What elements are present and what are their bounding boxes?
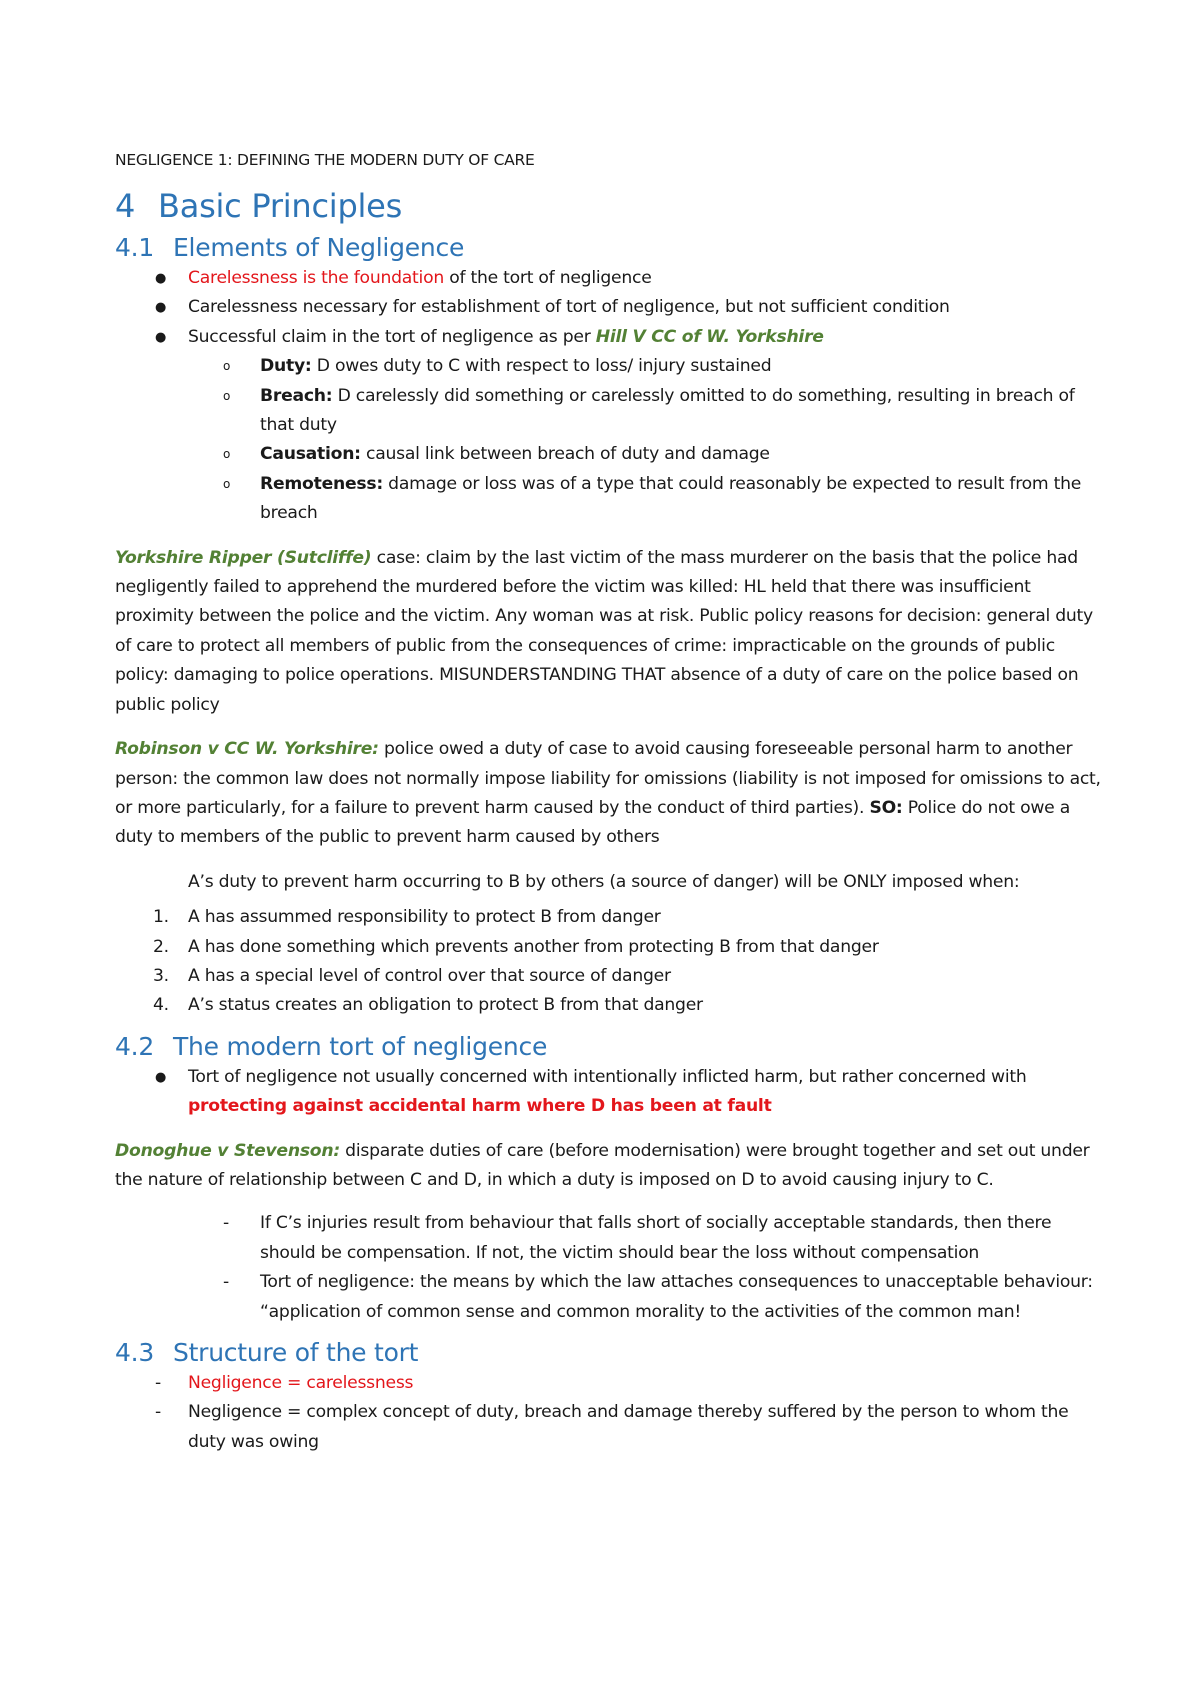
- numbered-item: [115, 903, 1105, 932]
- elements-sub-list: [188, 352, 1105, 528]
- heading-section-4: [115, 186, 1105, 226]
- dash-icon: -: [155, 1402, 161, 1423]
- circle-bullet-icon: o: [223, 447, 231, 462]
- numbered-item: [115, 991, 1105, 1020]
- paragraph-duty-conditions: A’s duty to prevent harm occurring to B by others (a source of danger) will be ONLY imposed when:: [188, 871, 1020, 892]
- item-text: Tort of negligence: the means by which the law attaches consequences to unacceptable behaviour: “application of common sense and common morality to the activities of the common man!: [260, 1272, 1093, 1322]
- item-text: Carelessness necessary for establishment of tort of negligence, but not sufficient condition: [188, 297, 950, 318]
- highlight-text: protecting against accidental harm where D has been at fault: [188, 1096, 772, 1117]
- sub-list-item: [115, 382, 1105, 441]
- paragraph-text: police owed a duty of case to avoid causing foreseeable personal harm to another person: the common law does not normally impose liability for omissions (liability is not imposed for omissions to act, or more particularly, for a failure to prevent harm caused by the conduct of third parties).: [115, 739, 1101, 818]
- elements-bullet-list: [115, 264, 1105, 529]
- paragraph-text: Police do not owe a duty to members of the public to prevent harm caused by others: [115, 797, 1070, 848]
- item-text: D carelessly did something or carelessly omitted to do something, resulting in breach of that duty: [260, 385, 1075, 436]
- structure-dash-list: [115, 1369, 1105, 1457]
- item-label: Remoteness:: [260, 473, 383, 494]
- sub-list-item: [115, 352, 1105, 381]
- heading-section-4-2: [115, 1031, 1105, 1063]
- item-number: 4.: [153, 995, 169, 1016]
- dash-icon: -: [223, 1272, 229, 1293]
- dash-icon: -: [223, 1213, 229, 1234]
- list-item: [115, 264, 1105, 293]
- heading-number: 4.3: [115, 1338, 155, 1367]
- heading-section-4-3: [115, 1337, 1105, 1369]
- item-text: Negligence = complex concept of duty, breach and damage thereby suffered by the person to whom the duty was owing: [188, 1402, 1069, 1452]
- sub-list-item: [115, 440, 1105, 469]
- dash-item: [115, 1398, 1105, 1457]
- item-text: A has done something which prevents another from protecting B from that danger: [188, 936, 879, 957]
- item-text: damage or loss was of a type that could reasonably be expected to result from the breach: [260, 473, 1082, 524]
- bullet-icon: ●: [155, 271, 167, 286]
- sub-list-item: [115, 470, 1105, 529]
- highlight-text: Negligence = carelessness: [188, 1373, 414, 1393]
- numbered-item: [115, 962, 1105, 991]
- heading-text: Basic Principles: [158, 187, 402, 225]
- dash-item: [115, 1268, 1105, 1327]
- item-text: Successful claim in the tort of negligence as per: [188, 326, 596, 347]
- list-item: [115, 323, 1105, 529]
- modern-tort-bullet-list: [115, 1063, 1105, 1122]
- paragraph-yorkshire-ripper: [115, 544, 1105, 720]
- item-number: 1.: [153, 907, 169, 928]
- bullet-icon: ●: [155, 300, 167, 316]
- item-text: causal link between breach of duty and damage: [360, 444, 770, 465]
- bullet-icon: ●: [155, 329, 167, 345]
- heading-number: 4.1: [115, 233, 155, 262]
- bold-text: SO:: [869, 797, 903, 818]
- item-text: Tort of negligence not usually concerned with intentionally inflicted harm, but rather concerned with: [188, 1066, 1027, 1087]
- item-text: If C’s injuries result from behaviour that falls short of socially acceptable standards, then there should be compensation. If not, the victim should bear the loss without compensation: [260, 1213, 1052, 1263]
- item-text: of the tort of negligence: [443, 268, 652, 288]
- case-name: Hill V CC of W. Yorkshire: [595, 326, 824, 347]
- heading-text: Structure of the tort: [173, 1338, 419, 1367]
- document-page: [115, 138, 1105, 1457]
- heading-text: Elements of Negligence: [173, 233, 465, 262]
- case-name: Donoghue v Stevenson:: [115, 1140, 340, 1161]
- heading-number: 4: [115, 187, 136, 225]
- paragraph-text: case: claim by the last victim of the mass murderer on the basis that the police had negligently failed to apprehend the murdered before the victim was killed: HL held that there was insufficient proximity between the police and the victim. Any woman was at risk. Public policy reasons for decision: general duty of care to protect all members of public from the consequences of crime: impracticable on the grounds of public policy: damaging to police operations. MISUNDERSTANDING THAT absence of a duty of care on the police based on public policy: [115, 547, 1093, 715]
- paragraph-donoghue: [115, 1137, 1105, 1196]
- item-label: Breach:: [260, 385, 333, 406]
- heading-number: 4.2: [115, 1031, 155, 1061]
- conditions-numbered-list: [115, 903, 1105, 1021]
- donoghue-dash-list: [115, 1209, 1105, 1327]
- case-name: Yorkshire Ripper (Sutcliffe): [115, 547, 372, 568]
- numbered-item: [115, 933, 1105, 962]
- bullet-icon: ●: [155, 1069, 167, 1085]
- item-text: A’s status creates an obligation to protect B from that danger: [188, 995, 703, 1016]
- document-title: NEGLIGENCE 1: DEFINING THE MODERN DUTY OF CARE: [115, 151, 535, 169]
- item-text: A has a special level of control over that source of danger: [188, 965, 671, 986]
- case-name: Robinson v CC W. Yorkshire:: [115, 739, 379, 760]
- item-text: D owes duty to C with respect to loss/ injury sustained: [311, 356, 772, 377]
- highlight-text: Carelessness is the foundation: [188, 268, 444, 288]
- paragraph-text: disparate duties of care (before modernisation) were brought together and set out under the nature of relationship between C and D, in which a duty is imposed on D to avoid causing injury to C.: [115, 1140, 1090, 1190]
- dash-item: [115, 1209, 1105, 1268]
- item-number: 2.: [153, 936, 169, 957]
- heading-section-4-1: [115, 232, 1105, 264]
- heading-text: The modern tort of negligence: [173, 1031, 548, 1061]
- dash-item: [115, 1369, 1105, 1398]
- item-label: Causation:: [260, 444, 361, 465]
- circle-bullet-icon: o: [223, 476, 231, 491]
- item-label: Duty:: [260, 356, 312, 377]
- list-item: [115, 1063, 1105, 1122]
- item-number: 3.: [153, 965, 169, 986]
- item-text: A has assummed responsibility to protect B from danger: [188, 907, 661, 928]
- circle-bullet-icon: o: [223, 388, 231, 403]
- list-item: [115, 293, 1105, 322]
- dash-icon: -: [155, 1373, 161, 1393]
- paragraph-robinson: [115, 735, 1105, 853]
- circle-bullet-icon: o: [223, 359, 231, 374]
